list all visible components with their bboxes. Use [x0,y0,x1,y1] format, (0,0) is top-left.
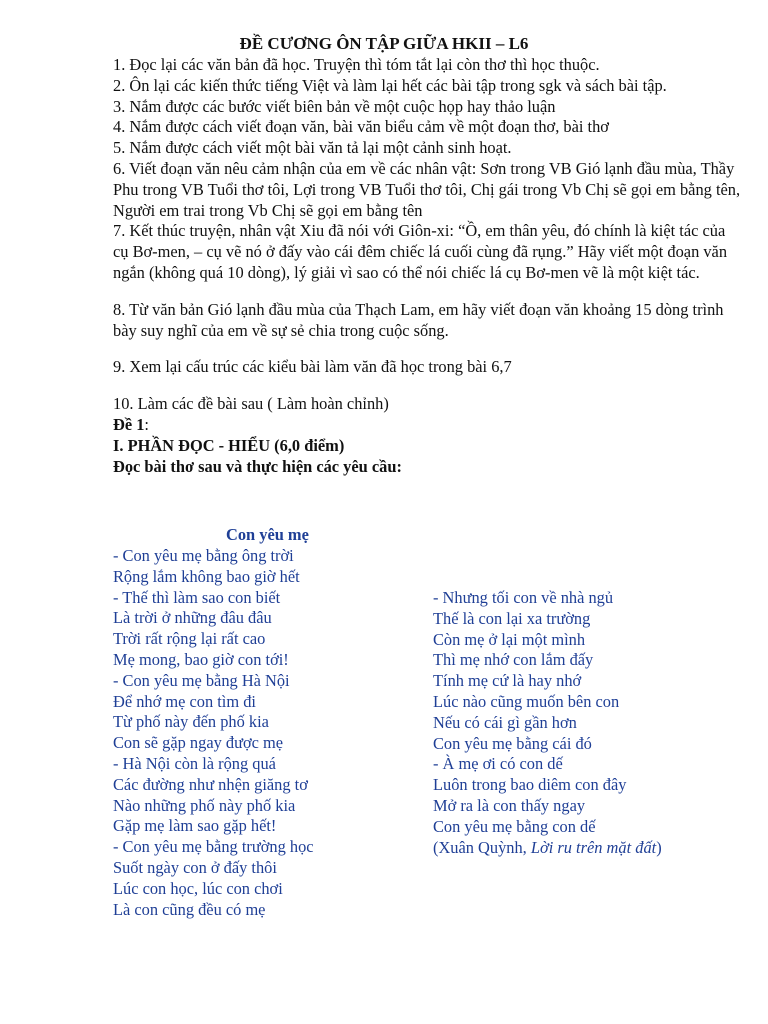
poem-line: Con yêu mẹ bằng cái đó [433,733,592,753]
outline-item-6: 6. Viết đoạn văn nêu cảm nhận của em về các nhân vật: Sơn trong VB Gió lạnh đầu mùa, Thầy Phu trong VB Tuổi thơ tôi, Lợi trong VB Tuổi thơ tôi, Chị gái trong Vb Chị sẽ gọi em bằng tên, Người em trai trong Vb Chị sẽ gọi em bằng tên [113,158,741,220]
poem-line: Mở ra là con thấy ngay [433,795,586,815]
poem-line: Thế là con lại xa trường [433,608,591,628]
poem-line: Từ phố này đến phố kia [113,712,269,732]
poem-line: Gặp mẹ làm sao gặp hết! [113,816,277,836]
poem-line: Lúc con học, lúc con chơi [113,878,283,898]
poem-source-author: (Xuân Quỳnh, [433,837,531,857]
poem-line: Để nhớ mẹ con tìm đi [113,691,256,711]
outline-item-5: 5. Nắm được cách viết một bài văn tả lại một cảnh sinh hoạt. [113,138,512,158]
poem-title: Con yêu mẹ [226,525,309,544]
poem-source-work: Lời ru trên mặt đất [530,837,657,857]
poem-line: - Thế thì làm sao con biết [113,587,281,607]
poem-line: Con yêu mẹ bằng con dế [433,816,596,836]
poem-line: Trời rất rộng lại rất cao [113,629,266,649]
outline-item-10: 10. Làm các đề bài sau ( Làm hoàn chỉnh) [113,394,389,414]
poem-line: Nếu có cái gì gần hơn [433,712,577,732]
poem-line: Con sẽ gặp ngay được mẹ [113,733,284,753]
poem-line: Nào những phố này phố kia [113,795,296,815]
poem-line: Luôn trong bao diêm con đây [433,775,627,795]
poem-right-column [433,588,662,858]
poem-line: Lúc nào cũng muốn bên con [433,691,620,711]
outline-item-2: 2. Ôn lại các kiến thức tiếng Việt và làm lại hết các bài tập trong sgk và sách bài tập. [113,75,667,95]
outline-item-8: 8. Từ văn bản Gió lạnh đầu mùa của Thạch Lam, em hãy viết đoạn văn khoảng 15 dòng trình bày suy nghĩ của em về sự sẻ chia trong cuộc sống. [113,299,724,340]
outline-item-4: 4. Nắm được cách viết đoạn văn, bài văn biểu cảm về một đoạn thơ, bài thơ [113,117,609,137]
section-heading: I. PHẦN ĐỌC - HIỂU (6,0 điểm) [113,435,345,455]
poem-source [433,838,662,859]
outline-item-9: 9. Xem lại cấu trúc các kiểu bài làm văn đã học trong bài 6,7 [113,357,512,377]
poem-line: Thì mẹ nhớ con lắm đấy [433,650,594,670]
outline-item-7: 7. Kết thúc truyện, nhân vật Xiu đã nói với Giôn-xi: “Ồ, em thân yêu, đó chính là kiệt tác của cụ Bơ-men, – cụ vẽ nó ở đấy vào cái đêm chiếc lá cuối cùng đã rụng.” Hãy viết một đoạn văn ngắn (không quá 10 dòng), lý giải vì sao có thể nói chiếc lá cụ Bơ-men vẽ là một kiệt tác. [113,221,728,282]
poem-source-close: ) [656,837,662,857]
exam-label [113,415,743,436]
outline-item-1: 1. Đọc lại các văn bản đã học. Truyện thì tóm tắt lại còn thơ thì học thuộc. [113,55,600,74]
poem-line: - À mẹ ơi có con dế [433,754,563,774]
poem-line: - Con yêu mẹ bằng Hà Nội [113,670,290,690]
poem-line: Là trời ở những đâu đâu [113,608,272,628]
exam-colon: : [144,414,149,434]
poem-line: Các đường như nhện giăng tơ [113,774,308,794]
poem-line: Suốt ngày con ở đấy thôi [113,857,277,877]
poem-line: - Con yêu mẹ bằng ông trời [113,546,294,565]
poem-line: - Nhưng tối con về nhà ngủ [433,588,614,607]
study-outline [113,55,743,477]
poem-line: Còn mẹ ở lại một mình [433,629,586,649]
poem-line: Mẹ mong, bao giờ con tới! [113,649,289,669]
poem-line: - Hà Nội còn là rộng quá [113,753,276,773]
page-title: ĐỀ CƯƠNG ÔN TẬP GIỮA HKII – L6 [239,34,529,53]
poem-line: Rộng lắm không bao giờ hết [113,566,300,586]
exam-number: Đề 1 [113,414,145,434]
poem-line: - Con yêu mẹ bằng trường học [113,837,314,857]
outline-item-3: 3. Nắm được các bước viết biên bản về một cuộc họp hay thảo luận [113,96,556,116]
poem-left-column [113,546,314,920]
reading-instruction: Đọc bài thơ sau và thực hiện các yêu cầu: [113,456,402,476]
poem-line: Tính mẹ cứ là hay nhớ [433,671,582,691]
poem-line: Là con cũng đều có mẹ [113,899,266,919]
